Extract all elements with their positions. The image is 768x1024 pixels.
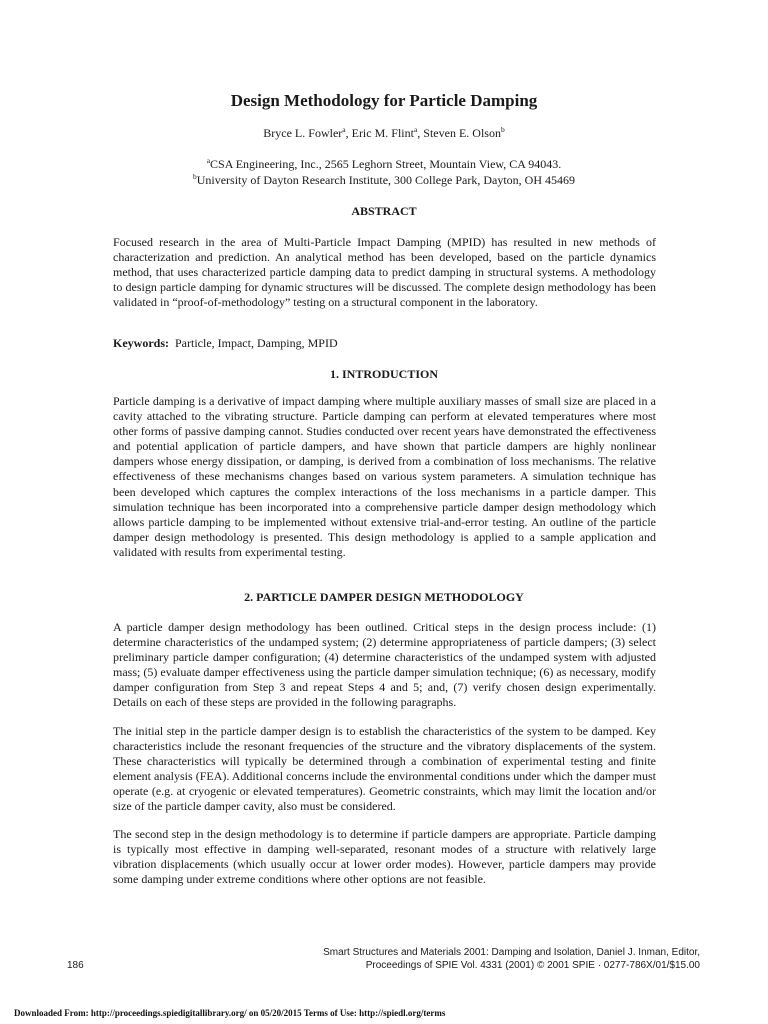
section-1-heading: 1. INTRODUCTION (329, 367, 438, 381)
keywords-label: Keywords: (113, 336, 169, 350)
keywords-line (113, 336, 338, 351)
methodology-paragraph-2: The initial step in the particle damper design is to establish the characteristics of the system to be damped. Key characteristics include the resonant frequencies of the structure and the vibratory displacements of the system. These characteristics will typically be determined through a combination of experimental testing and finite element analysis (FEA). Additional concerns include the environmental conditions under which the damper must operate (e.g. at cryogenic or elevated temperatures). Geometric constraints, which may limit the location and/or size of the particle damper cavity, also must be considered. (113, 724, 656, 814)
paper-title: Design Methodology for Particle Damping (230, 91, 538, 110)
author-affiliation-mark: a (342, 125, 346, 134)
affiliation-mark: a (206, 156, 211, 165)
page-number: 186 (67, 960, 84, 971)
abstract-heading: ABSTRACT (351, 204, 417, 218)
author-line (0, 126, 768, 141)
author-affiliation-mark: b (500, 125, 505, 134)
methodology-paragraph-3: The second step in the design methodology is to determine if particle dampers are appropriate. Particle damping is typically most effective in damping well-separated, resonant modes of a structure with relatively large vibration displacements (which usually occur at lower order modes). However, particle dampers may provide some damping under extreme conditions where other options are not feasible. (113, 827, 656, 887)
affiliation-a (0, 157, 768, 172)
reference-line-2: Proceedings of SPIE Vol. 4331 (2001) © 2001 SPIE · 0277-786X/01/$15.00 (365, 960, 700, 971)
author-name: Steven E. Olson (423, 126, 501, 140)
author-name: Bryce L. Fowler (263, 126, 343, 140)
author-separator: , (417, 126, 424, 140)
proceedings-reference (323, 946, 700, 972)
author-separator: , (345, 126, 352, 140)
affiliation-text: CSA Engineering, Inc., 2565 Leghorn Street, Mountain View, CA 94043. (210, 157, 562, 171)
abstract-paragraph: Focused research in the area of Multi-Particle Impact Damping (MPID) has resulted in new methods of characterization and prediction. An analytical method has been developed, based on the particle dynamics method, that uses characterized particle damping data to predict damping in structural systems. A methodology to design particle damping for dynamic structures will be discussed. The complete design methodology has been validated in “proof-of-methodology” testing on a structural component in the laboratory. (113, 235, 656, 310)
methodology-paragraph-1: A particle damper design methodology has been outlined. Critical steps in the design process include: (1) determine characteristics of the undamped system; (2) determine appropriateness of particle dampers; (3) select preliminary particle damper configuration; (4) determine characteristics of the undamped system with adjusted mass; (5) evaluate damper effectiveness using the particle damper simulation technique; (6) as necessary, modify damper configuration from Step 3 and repeat Steps 4 and 5; and, (7) verify chosen design experimentally. Details on each of these steps are provided in the following paragraphs. (113, 620, 656, 710)
affiliation-mark: b (192, 172, 197, 181)
introduction-paragraph: Particle damping is a derivative of impact damping where multiple auxiliary masses of small size are placed in a cavity attached to the vibrating structure. Particle damping can perform at elevated temperatures where most other forms of passive damping cannot. Studies conducted over recent years have demonstrated the effectiveness and potential application of particle dampers, and have shown that particle dampers are highly nonlinear dampers whose energy dissipation, or damping, is derived from a combination of loss mechanisms. The relative effectiveness of these mechanisms changes based on various system parameters. A simulation technique has been developed which captures the complex interactions of the loss mechanisms in a particle damper. This simulation technique has been incorporated into a comprehensive particle damper design methodology which allows particle damping to be implemented without extensive trial-and-error testing. An outline of the particle damper design methodology is presented. This design methodology is applied to a sample application and validated with results from experimental testing. (113, 394, 656, 559)
keywords-text: Particle, Impact, Damping, MPID (175, 336, 338, 350)
affiliation-text: University of Dayton Research Institute, 300 College Park, Dayton, OH 45469 (196, 173, 575, 187)
author-affiliation-mark: a (413, 125, 418, 134)
section-2-heading: 2. PARTICLE DAMPER DESIGN METHODOLOGY (244, 590, 524, 604)
download-notice: Downloaded From: http://proceedings.spiedigitallibrary.org/ on 05/20/2015 Terms of Use: http://spiedl.org/terms (14, 1008, 446, 1018)
reference-line-1: Smart Structures and Materials 2001: Damping and Isolation, Daniel J. Inman, Editor, (323, 947, 700, 958)
author-name: Eric M. Flint (351, 126, 414, 140)
affiliation-b (0, 173, 768, 188)
